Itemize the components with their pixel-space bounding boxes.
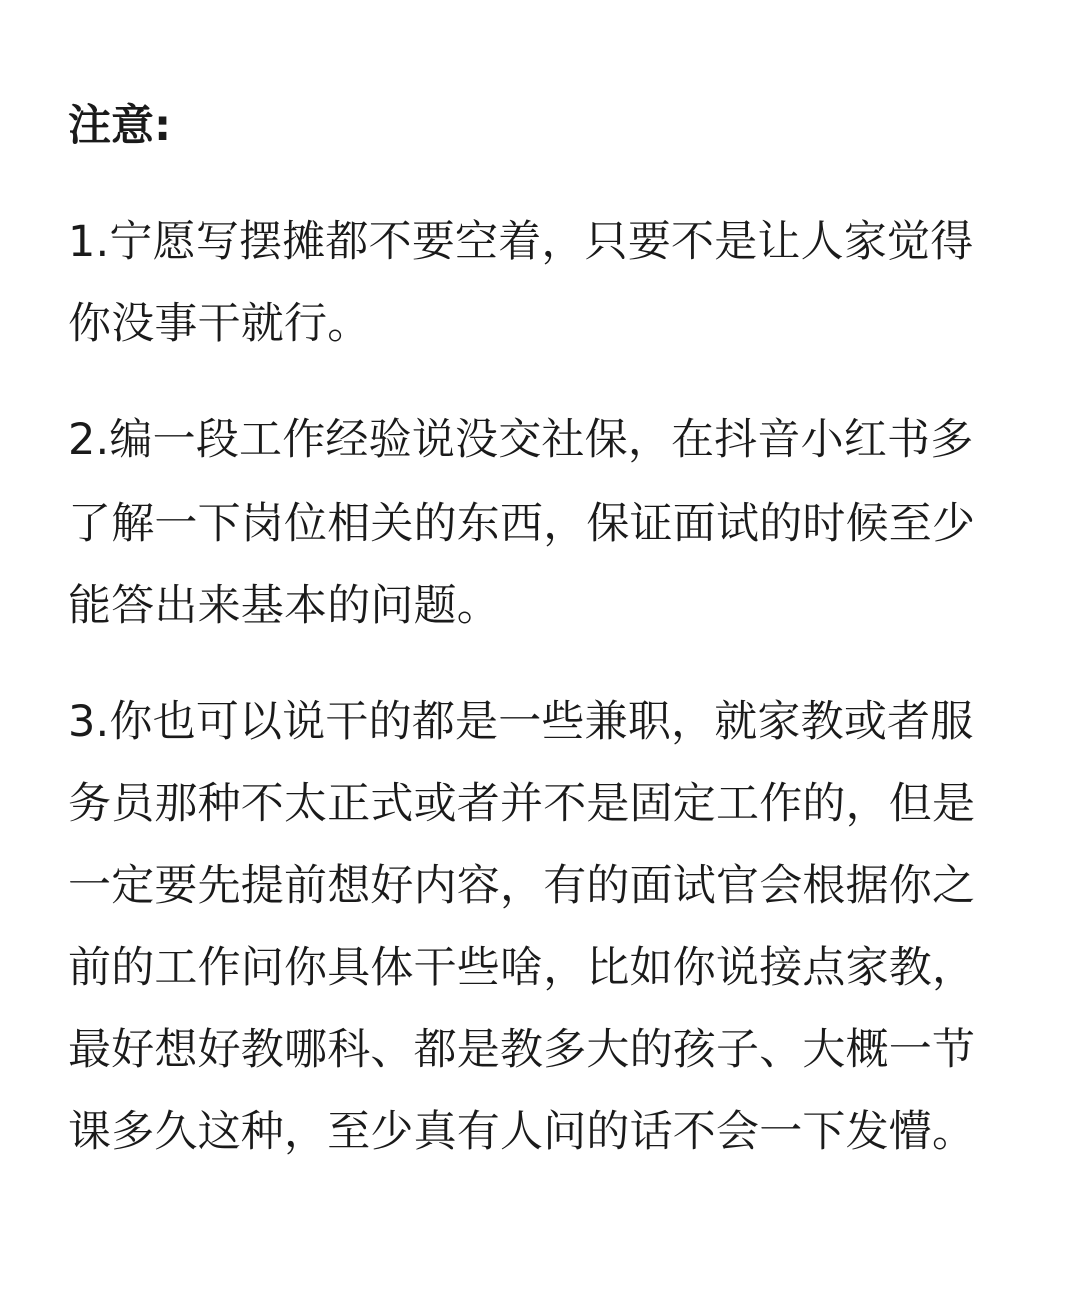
paragraph-line: 1.宁愿写摆摊都不要空着，只要不是让人家觉得	[68, 217, 974, 267]
paragraph-line: 最好想好教哪科、都是教多大的孩子、大概一节	[68, 1025, 976, 1075]
paragraph-line: 2.编一段工作经验说没交社保，在抖音小红书多	[68, 415, 974, 465]
paragraph-line: 能答出来基本的问题。	[68, 581, 500, 631]
paragraph-line: 3.你也可以说干的都是一些兼职，就家教或者服	[68, 697, 974, 747]
paragraph-line: 你没事干就行。	[68, 299, 371, 349]
paragraph-line: 了解一下岗位相关的东西，保证面试的时候至少	[68, 499, 976, 549]
paragraph-line: 务员那种不太正式或者并不是固定工作的，但是	[68, 779, 976, 829]
note-title: 注意:	[68, 101, 172, 151]
paragraph-line: 前的工作问你具体干些啥，比如你说接点家教，	[68, 943, 976, 993]
paragraph-line: 一定要先提前想好内容，有的面试官会根据你之	[68, 861, 976, 911]
paragraph-line: 课多久这种，至少真有人问的话不会一下发懵。	[68, 1107, 976, 1157]
